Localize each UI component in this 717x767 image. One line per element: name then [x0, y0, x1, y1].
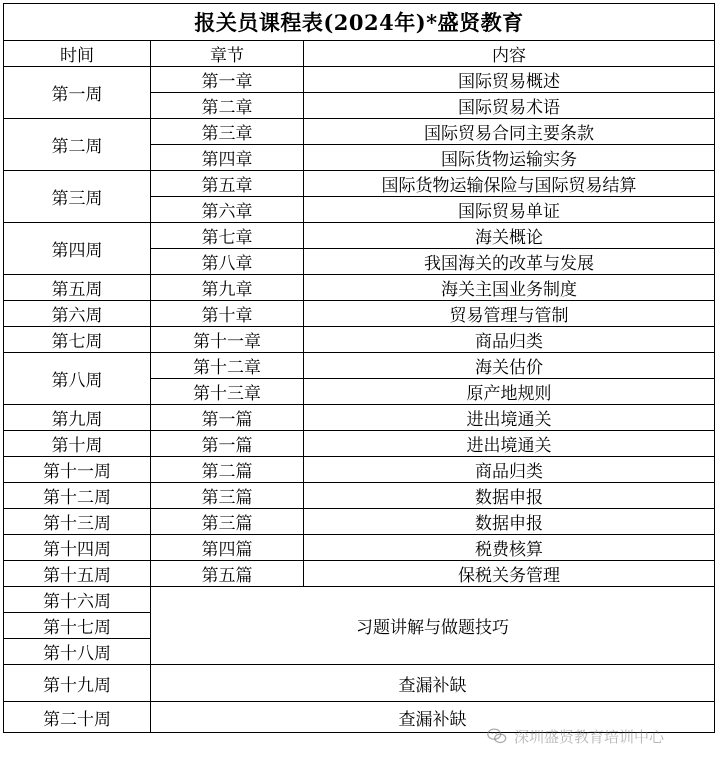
- week-cell: 第十五周: [4, 561, 151, 587]
- content-cell: 国际货物运输保险与国际贸易结算: [304, 171, 715, 197]
- content-cell: 国际贸易术语: [304, 93, 715, 119]
- watermark-text: 深圳盛贤教育培训中心: [514, 727, 665, 746]
- week-cell: 第一周: [4, 67, 151, 119]
- content-cell: 国际贸易合同主要条款: [304, 119, 715, 145]
- chapter-cell: 第六章: [151, 197, 304, 223]
- content-cell: 海关主国业务制度: [304, 275, 715, 301]
- week-cell: 第十周: [4, 431, 151, 457]
- chapter-cell: 第十三章: [151, 379, 304, 405]
- week-cell: 第三周: [4, 171, 151, 223]
- week-cell: 第二周: [4, 119, 151, 171]
- review-gap-cell: 查漏补缺: [151, 665, 715, 702]
- content-cell: 原产地规则: [304, 379, 715, 405]
- content-cell: 数据申报: [304, 483, 715, 509]
- content-cell: 国际货物运输实务: [304, 145, 715, 171]
- week-cell: 第十八周: [4, 639, 151, 665]
- chapter-cell: 第二章: [151, 93, 304, 119]
- chapter-cell: 第三篇: [151, 483, 304, 509]
- week-cell: 第四周: [4, 223, 151, 275]
- chapter-cell: 第三章: [151, 119, 304, 145]
- week-cell: 第九周: [4, 405, 151, 431]
- practice-review-cell: 习题讲解与做题技巧: [151, 587, 715, 665]
- week-cell: 第十七周: [4, 613, 151, 639]
- chapter-cell: 第四篇: [151, 535, 304, 561]
- table-title: 报关员课程表(2024年)*盛贤教育: [4, 4, 715, 41]
- chapter-cell: 第一章: [151, 67, 304, 93]
- chapter-cell: 第八章: [151, 249, 304, 275]
- chapter-cell: 第二篇: [151, 457, 304, 483]
- header-chapter: 章节: [151, 41, 304, 67]
- chapter-cell: 第三篇: [151, 509, 304, 535]
- week-cell: 第十九周: [4, 665, 151, 702]
- content-cell: 商品归类: [304, 327, 715, 353]
- week-cell: 第十二周: [4, 483, 151, 509]
- week-cell: 第十四周: [4, 535, 151, 561]
- chapter-cell: 第九章: [151, 275, 304, 301]
- chapter-cell: 第一篇: [151, 431, 304, 457]
- schedule-sheet: [3, 3, 714, 733]
- chapter-cell: 第七章: [151, 223, 304, 249]
- chapter-cell: 第十章: [151, 301, 304, 327]
- week-cell: 第十六周: [4, 587, 151, 613]
- content-cell: 数据申报: [304, 509, 715, 535]
- content-cell: 海关估价: [304, 353, 715, 379]
- week-cell: 第十三周: [4, 509, 151, 535]
- week-cell: 第五周: [4, 275, 151, 301]
- header-time: 时间: [4, 41, 151, 67]
- review-gap-cell: 查漏补缺: [151, 702, 715, 733]
- content-cell: 海关概论: [304, 223, 715, 249]
- chapter-cell: 第四章: [151, 145, 304, 171]
- week-cell: 第七周: [4, 327, 151, 353]
- chapter-cell: 第五章: [151, 171, 304, 197]
- chapter-cell: 第一篇: [151, 405, 304, 431]
- content-cell: 我国海关的改革与发展: [304, 249, 715, 275]
- week-cell: 第十一周: [4, 457, 151, 483]
- header-content: 内容: [304, 41, 715, 67]
- chapter-cell: 第十二章: [151, 353, 304, 379]
- content-cell: 贸易管理与管制: [304, 301, 715, 327]
- content-cell: 国际贸易单证: [304, 197, 715, 223]
- content-cell: 国际贸易概述: [304, 67, 715, 93]
- content-cell: 税费核算: [304, 535, 715, 561]
- week-cell: 第六周: [4, 301, 151, 327]
- week-cell: 第八周: [4, 353, 151, 405]
- chapter-cell: 第五篇: [151, 561, 304, 587]
- content-cell: 保税关务管理: [304, 561, 715, 587]
- content-cell: 商品归类: [304, 457, 715, 483]
- week-cell: 第二十周: [4, 702, 151, 733]
- chapter-cell: 第十一章: [151, 327, 304, 353]
- course-schedule-table: [3, 3, 715, 733]
- content-cell: 进出境通关: [304, 405, 715, 431]
- content-cell: 进出境通关: [304, 431, 715, 457]
